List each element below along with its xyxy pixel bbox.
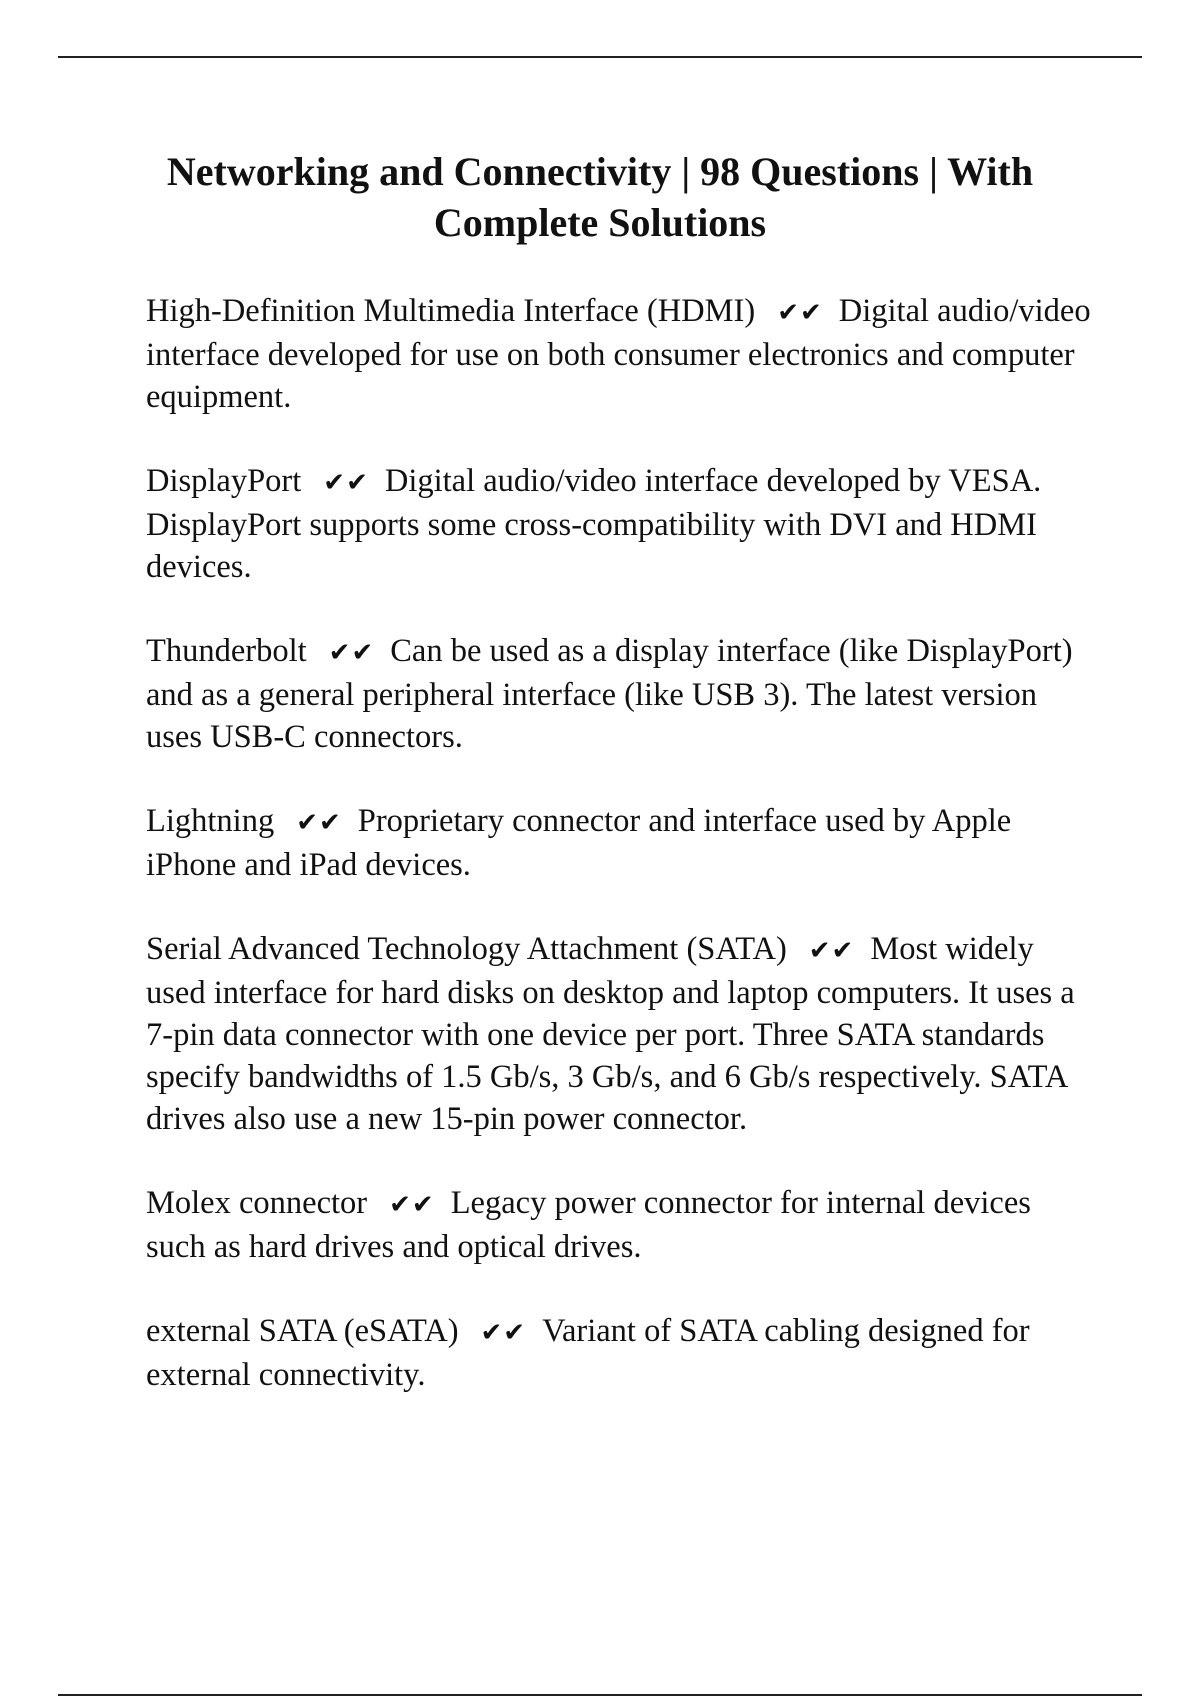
entry-term: Serial Advanced Technology Attachment (SATA)	[146, 931, 787, 967]
entry-term: Thunderbolt	[146, 633, 307, 669]
check-icon: ✔✔	[777, 298, 823, 328]
check-icon: ✔✔	[808, 936, 855, 966]
entry-esata	[146, 1310, 1096, 1396]
check-icon: ✔✔	[323, 468, 369, 498]
entry-lightning	[146, 800, 1096, 886]
entries-list	[146, 290, 1096, 1438]
entry-term: external SATA (eSATA)	[146, 1313, 459, 1349]
top-rule	[58, 56, 1142, 58]
entry-term: High-Definition Multimedia Interface (HDMI)	[146, 293, 756, 329]
check-icon: ✔✔	[328, 638, 375, 668]
bottom-rule	[58, 1694, 1142, 1696]
check-icon: ✔✔	[296, 808, 342, 838]
entry-displayport	[146, 460, 1096, 588]
entry-definition: Variant of SATA cabling designed for external connectivity.	[146, 1313, 1030, 1393]
entry-term: DisplayPort	[146, 463, 302, 499]
entry-hdmi	[146, 290, 1096, 418]
entry-molex	[146, 1182, 1096, 1268]
entry-thunderbolt	[146, 630, 1096, 758]
entry-definition: Can be used as a display interface (like DisplayPort) and as a general peripheral interface (like USB 3). The latest version uses USB-C connectors.	[146, 633, 1073, 755]
entry-term: Lightning	[146, 803, 275, 839]
check-icon: ✔✔	[480, 1318, 527, 1348]
entry-definition: Legacy power connector for internal devices such as hard drives and optical drives.	[146, 1185, 1031, 1265]
document-title: Networking and Connectivity | 98 Questions | With Complete Solutions	[166, 149, 1034, 245]
entry-definition: Digital audio/video interface developed for use on both consumer electronics and computer equipment.	[146, 293, 1091, 415]
check-icon: ✔✔	[389, 1190, 435, 1220]
entry-definition: Proprietary connector and interface used by Apple iPhone and iPad devices.	[146, 803, 1012, 883]
entry-term: Molex connector	[146, 1185, 368, 1221]
entry-definition: Digital audio/video interface developed by VESA. DisplayPort supports some cross-compatibility with DVI and HDMI devices.	[146, 463, 1042, 585]
entry-definition: Most widely used interface for hard disks on desktop and laptop computers. It uses a 7-pin data connector with one device per port. Three SATA standards specify bandwidths of 1.5 Gb/s, 3 Gb/s, and 6 Gb/s respectively. SATA drives also use a new 15-pin power connector.	[146, 931, 1075, 1137]
entry-sata	[146, 928, 1096, 1140]
